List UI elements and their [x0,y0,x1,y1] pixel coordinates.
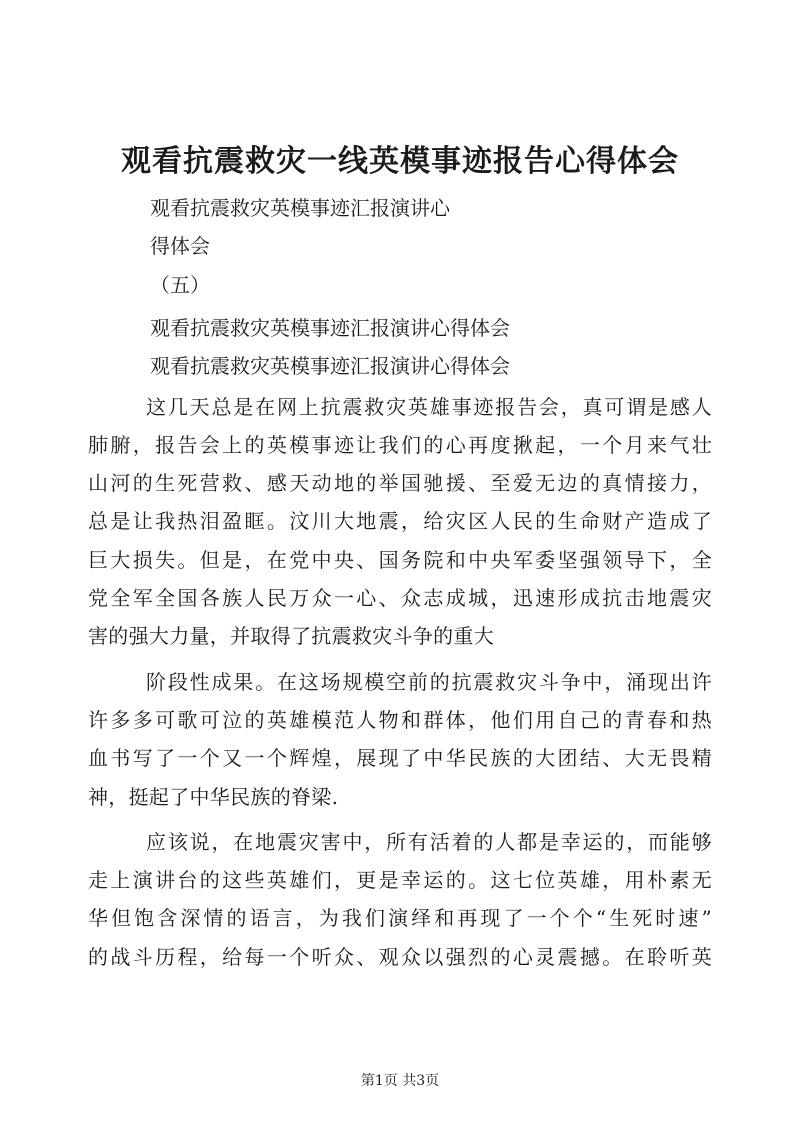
paragraph-line: 许多多可歌可泣的英雄模范人物和群体，他们用自己的青春和热 [88,708,712,732]
paragraph-line: 这几天总是在网上抗震救灾英雄事迹报告会，真可谓是感人 [146,395,712,419]
paragraph-line: 血书写了一个又一个辉煌，展现了中华民族的大团结、大无畏精 [88,746,712,770]
document-title: 观看抗震救灾一线英模事迹报告心得体会 [121,144,679,179]
subtitle-line: 观看抗震救灾英模事迹汇报演讲心得体会 [150,316,510,340]
subtitle-line: 观看抗震救灾英模事迹汇报演讲心 [150,196,450,220]
paragraph-line: 害的强大力量，并取得了抗震救灾斗争的重大 [88,624,494,648]
paragraph-line: 山河的生死营救、感天动地的举国驰援、至爱无边的真情接力， [88,471,712,495]
subtitle-line: （五） [150,273,210,297]
paragraph-line: 走上演讲台的这些英雄们，更是幸运的。这七位英雄，用朴素无 [88,868,712,892]
paragraph-line: 巨大损失。但是，在党中央、国务院和中央军委坚强领导下，全 [88,548,712,572]
page-number: 第1页 共3页 [360,1073,440,1089]
paragraph-line: 的战斗历程，给每一个听众、观众以强烈的心灵震撼。在聆听英 [88,945,712,969]
paragraph-line: 华但饱含深情的语言，为我们演绎和再现了一个个“生死时速” [88,906,712,930]
subtitle-line: 观看抗震救灾英模事迹汇报演讲心得体会 [150,354,510,378]
paragraph-line: 神，挺起了中华民族的脊梁. [88,785,339,809]
paragraph-line: 应该说，在地震灾害中，所有活着的人都是幸运的，而能够 [146,830,712,854]
paragraph-line: 肺腑，报告会上的英模事迹让我们的心再度揪起，一个月来气壮 [88,433,712,457]
subtitle-line: 得体会 [150,234,210,258]
paragraph-line: 阶段性成果。在这场规模空前的抗震救灾斗争中，涌现出许 [146,670,712,694]
paragraph-line: 总是让我热泪盈眶。汶川大地震，给灾区人民的生命财产造成了 [88,509,712,533]
paragraph-line: 党全军全国各族人民万众一心、众志成城，迅速形成抗击地震灾 [88,586,712,610]
